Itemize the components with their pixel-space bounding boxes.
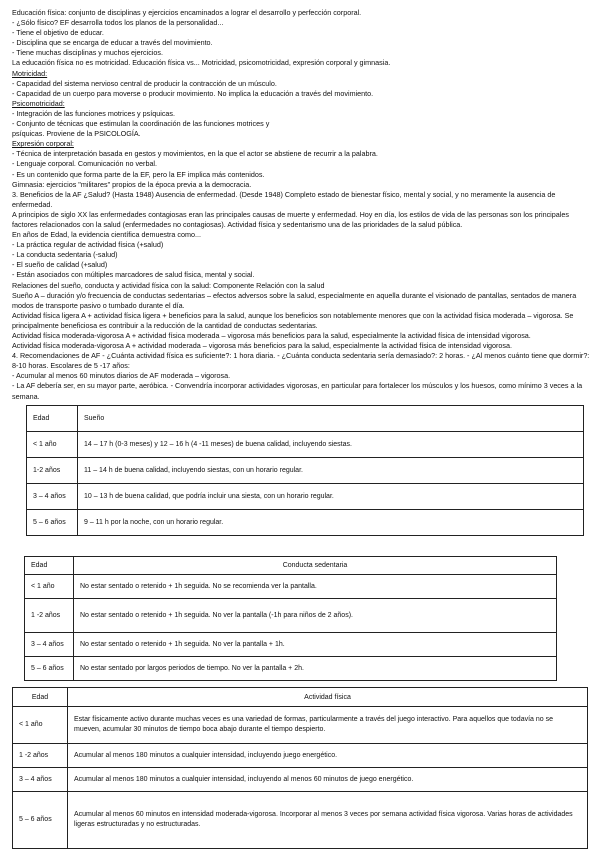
paragraph: A principios de siglo XX las enfermedades contagiosas eran las principales causas de muerte y enfermedad. Hoy en día, los estilos de vida de las personas son los principales factores relacionados con la salud (enfermedades no contagiosas). Actividad física y sedentarismo una de las prioridades de la salud pública.: [12, 209, 569, 229]
paragraph: - El sueño de calidad (+salud): [12, 260, 108, 270]
table-row: [13, 707, 588, 744]
table-cell: 14 – 17 h (0-3 meses) y 12 – 16 h (4 -11 meses) de buena calidad, incluyendo siestas.: [78, 432, 584, 458]
paragraph: Actividad física moderada-vigorosa A + actividad física moderada – vigorosa más beneficios para la salud, especialmente la actividad física de intensidad vigorosa.: [12, 331, 531, 340]
section-heading: Psicomotricidad:: [12, 98, 65, 108]
table-row: [27, 458, 584, 484]
table-cell: 5 – 6 años: [27, 510, 78, 536]
table-cell: 1 -2 años: [13, 744, 68, 768]
table-header-cell: Conducta sedentaria: [74, 557, 557, 575]
table-cell: 9 – 11 h por la noche, con un horario regular.: [78, 510, 584, 536]
paragraph: - Técnica de interpretación basada en gestos y movimientos, en la que el actor se abstiene de recurrir a la palabra.: [12, 149, 378, 159]
paragraph: - La AF debería ser, en su mayor parte, aeróbica. - Convendría incorporar actividades vigorosas, en particular para fortalecer los músculos y los huesos, como mínimo 3 veces a la semana.: [12, 381, 583, 401]
table-cell: < 1 año: [13, 707, 68, 744]
table-header-row: [13, 688, 588, 707]
paragraph: - Conjunto de técnicas que estimulan la coordinación de las funciones motrices y: [12, 119, 270, 129]
paragraph: - Están asociados con múltiples marcadores de salud física, mental y social.: [12, 270, 255, 280]
paragraph: - Es un contenido que forma parte de la EF, pero la EF implica más contenidos.: [12, 169, 265, 179]
table-cell: Estar físicamente activo durante muchas veces es una variedad de formas, particularmente a través del juego interactivo. Para aquellos que todavía no se mueven, acumular 30 minutos de tiempo boca abajo durante el tiempo despierto.: [68, 707, 588, 744]
paragraph: - La conducta sedentaria (-salud): [12, 250, 118, 260]
table-row: [13, 792, 588, 849]
table-cell: < 1 año: [27, 432, 78, 458]
paragraph: psíquicas. Proviene de la PSICOLOGÍA.: [12, 129, 141, 139]
section-heading: Expresión corporal:: [12, 139, 74, 149]
table-row: [25, 657, 557, 681]
paragraph: - Lenguaje corporal. Comunicación no verbal.: [12, 159, 158, 169]
table-cell: 3 – 4 años: [25, 633, 74, 657]
table-row: [25, 575, 557, 599]
paragraph: - La práctica regular de actividad física (+salud): [12, 240, 164, 250]
table-cell: No estar sentado o retenido + 1h seguida. No ver la pantalla (-1h para niños de 2 años).: [74, 599, 557, 633]
table-cell: < 1 año: [25, 575, 74, 599]
paragraph: - Acumular al menos 60 minutos diarios de AF moderada – vigorosa.: [12, 371, 231, 381]
paragraph: - Capacidad de un cuerpo para moverse o producir movimiento. No implica la educación a través del movimiento.: [12, 88, 374, 98]
paragraph: Actividad física moderada-vigorosa A + actividad moderada – vigorosa más beneficios para la salud, especialmente la actividad física de intensidad vigorosa.: [12, 341, 513, 351]
sedentary-table: [24, 556, 557, 681]
table-cell: No estar sentado por largos periodos de tiempo. No ver la pantalla + 2h.: [74, 657, 557, 681]
document-body: [12, 8, 590, 402]
table-cell: 3 – 4 años: [13, 768, 68, 792]
table-cell: 1-2 años: [27, 458, 78, 484]
table-row: [27, 510, 584, 536]
paragraph: 4. Recomendaciones de AF - ¿Cuánta actividad física es suficiente?: 1 hora diaria. - ¿Cuánta conducta sedentaria sería demasiado?: 2 horas. - ¿Al menos cuánto tiene que dormir?: 8-10 horas. Escolares de 5 -17 años:: [12, 351, 590, 371]
table-row: [27, 484, 584, 510]
table-row: [13, 744, 588, 768]
table-cell: 5 – 6 años: [13, 792, 68, 849]
paragraph: Gimnasia: ejercicios "militares" propios de la época previa a la democracia.: [12, 179, 252, 189]
table-cell: Acumular al menos 180 minutos a cualquier intensidad, incluyendo al menos 60 minutos de juego energético.: [68, 768, 588, 792]
paragraph: Sueño A – duración y/o frecuencia de conductas sedentarias – efectos adversos sobre la salud, especialmente en aquella durante el visionado de pantallas, sentados de manera modos de transporte pasivo o tumbado durante el día.: [12, 290, 577, 310]
paragraph: - Integración de las funciones motrices y psíquicas.: [12, 108, 175, 118]
table-cell: 5 – 6 años: [25, 657, 74, 681]
physical-activity-table: [12, 687, 588, 849]
sleep-table: [26, 405, 584, 536]
table-row: [25, 599, 557, 633]
paragraph: - Disciplina que se encarga de educar a través del movimiento.: [12, 38, 213, 48]
table-row: [27, 432, 584, 458]
table-header-row: [27, 406, 584, 432]
paragraph: Relaciones del sueño, conducta y actividad física con la salud: Componente Relación con la salud: [12, 280, 325, 290]
paragraph: - Tiene muchas disciplinas y muchos ejercicios.: [12, 48, 163, 58]
table-cell: 3 – 4 años: [27, 484, 78, 510]
paragraph: - ¿Sólo físico? EF desarrolla todos los planos de la personalidad...: [12, 18, 224, 28]
table-cell: Acumular al menos 60 minutos en intensidad moderada-vigorosa. Incorporar al menos 3 veces por semana actividad física vigorosa. Varias horas de actividades ligeras estructuradas y no estructuradas.: [68, 792, 588, 849]
paragraph: Educación física: conjunto de disciplinas y ejercicios encaminados a lograr el desarrollo y perfección corporal.: [12, 8, 362, 17]
table-cell: Acumular al menos 180 minutos a cualquier intensidad, incluyendo juego energético.: [68, 744, 588, 768]
table-header-row: [25, 557, 557, 575]
table-row: [25, 633, 557, 657]
paragraph: - Capacidad del sistema nervioso central de producir la contracción de un músculo.: [12, 78, 277, 88]
table-cell: No estar sentado o retenido + 1h seguida. No se recomienda ver la pantalla.: [74, 575, 557, 599]
paragraph: Actividad física ligera A + actividad física ligera + beneficios para la salud, aunque los beneficios son notablemente menores que con la actividad física moderada – vigorosa. Se principalmente beneficiosa es contribuir a la reducción de la cantidad de conductas sedentarias.: [12, 310, 574, 330]
paragraph: 3. Beneficios de la AF ¿Salud? (Hasta 1948) Ausencia de enfermedad. (Desde 1948) Completo estado de bienestar físico, mental y social, y no meramente la ausencia de enfermedad.: [12, 189, 556, 209]
table-header-cell: Sueño: [78, 406, 584, 432]
table-cell: No estar sentado o retenido + 1h seguida. No ver la pantalla + 1h.: [74, 633, 557, 657]
paragraph: La educación física no es motricidad. Educación física vs... Motricidad, psicomotricidad, expresión corporal y gimnasia.: [12, 58, 391, 68]
table-cell: 11 – 14 h de buena calidad, incluyendo siestas, con un horario regular.: [78, 458, 584, 484]
table-row: [13, 768, 588, 792]
section-heading: Motricidad:: [12, 68, 48, 78]
paragraph: En años de Edad, la evidencia científica demuestra como...: [12, 230, 201, 240]
table-header-cell: Edad: [13, 688, 68, 707]
table-cell: 1 -2 años: [25, 599, 74, 633]
paragraph: - Tiene el objetivo de educar.: [12, 28, 104, 38]
table-header-cell: Edad: [25, 557, 74, 575]
table-header-cell: Actividad física: [68, 688, 588, 707]
table-header-cell: Edad: [27, 406, 78, 432]
table-cell: 10 – 13 h de buena calidad, que podría incluir una siesta, con un horario regular.: [78, 484, 584, 510]
